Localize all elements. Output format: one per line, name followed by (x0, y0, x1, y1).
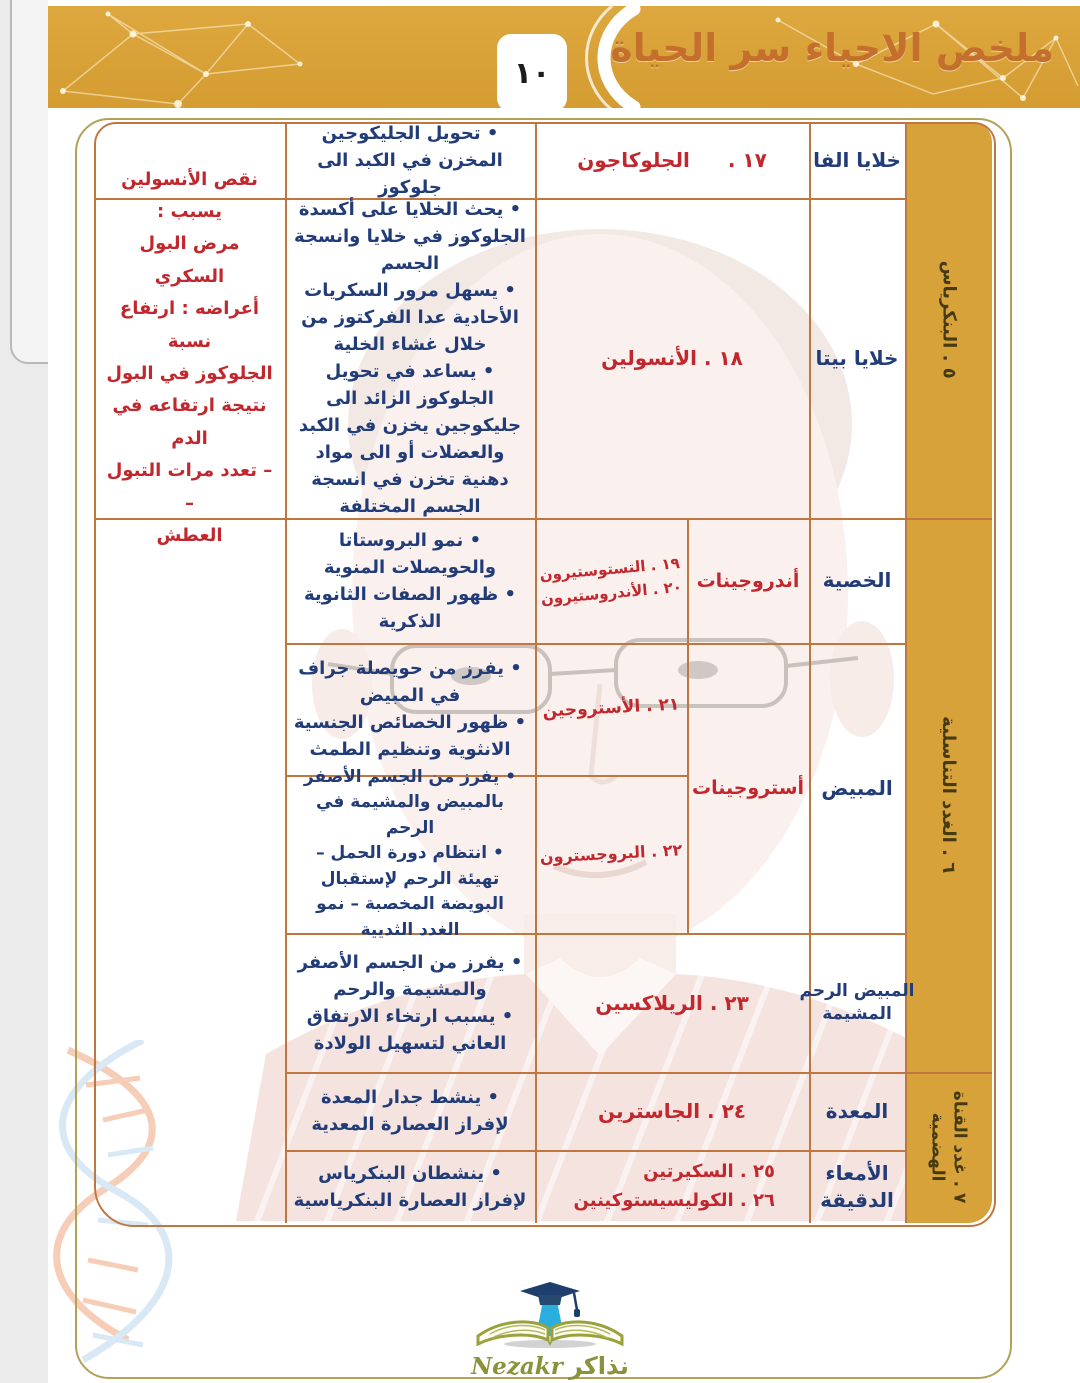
logo-text-latin: Nezakr (471, 1353, 563, 1380)
hormone-cell-progesterone: ٢٢ . البروجسترون (539, 840, 683, 867)
gland-cell-testis: الخصية (822, 568, 892, 592)
page-number-tab (497, 34, 567, 112)
hormone-cell-testosterone: ١٩ . التستوستيرون ٢٠ . الأندروستيرون (538, 553, 683, 608)
gland-cell-ovary: المبيض (821, 775, 893, 800)
function-cell-androgens: • نمو البروستاتا والحويصلات المنوية • ظهور الصفات الثانوية الذكرية (285, 518, 535, 643)
note-cell-insulin-deficiency: نقص الأنسولين يسبب : مرض البول السكري أعراضه : ارتفاع نسبة الجلوكوز في البول نتيجة ارتفاعه في الدم – تعدد مرات التبول – العطش (106, 168, 273, 546)
page-number: ١٠ (513, 55, 551, 91)
logo-text-arabic: نذاكر (568, 1352, 629, 1380)
group-cell-estrogens: أستروجينات (692, 777, 805, 799)
side-label-reproductive: ٦ . الغدد التناسلية (938, 716, 960, 874)
function-cell-gastrin: • ينشط جدار المعدة لإفراز العصارة المعدية (285, 1072, 535, 1150)
hormone-cell-insulin: ١٨ . الأنسولين (601, 346, 743, 370)
page-title: ملخص الاحياء سر الحياة (610, 26, 1054, 70)
function-cell-relaxin: • يفرز من الجسم الأصفر والمشيمة والرحم • يسبب ارتخاء الارتفاق العاني لتسهيل الولادة (285, 933, 535, 1072)
gland-cell-beta: خلايا بيتا (815, 345, 899, 370)
logo-caption (462, 1352, 638, 1380)
function-cell-secretin: • ينشطان البنكرياس لإفراز العصارة البنكرياسية (285, 1150, 535, 1223)
side-label-pancreas: ٥ . البنكرياس (938, 260, 960, 379)
gland-cell-stomach: المعدة (825, 1098, 889, 1123)
hormone-cell-relaxin: ٢٣ . الريلاكسين (595, 990, 749, 1015)
gland-cell-small-intestine: الأمعاء الدقيقة (820, 1160, 894, 1212)
hormone-cell-estrogen: ٢١ . الأستروجين (542, 694, 680, 722)
hormone-cell-gastrin: ٢٤ . الجاسترين (598, 1099, 747, 1123)
hormone-cell-glucagon: ١٧ . الجلوكاجون (577, 148, 767, 172)
function-cell-progesterone: • يفرز من الجسم الأصفر بالمبيض والمشيمة في الرحم • انتظام دورة الحمل – تهيئة الرحم لإستقبال البويضة المخصبة – نمو الغدد الثديية (285, 775, 535, 933)
function-cell-insulin: • يحث الخلايا على أكسدة الجلوكوز في خلايا وانسجة الجسم • يسهل مرور السكريات الأحادية عدا الفركتوز من خلال غشاء الخلية • يساعد في تحويل الجلوكوز الزائد الى جليكوجين يخزن في الكبد والعضلات أو الى مواد دهنية تخزن في انسجة الجسم المختلفة (285, 198, 535, 518)
left-edge-outline (10, 0, 48, 364)
nezakr-logo (462, 1280, 638, 1380)
group-cell-androgens: أندروجينات (696, 569, 800, 592)
gland-cell-ovary-uterus-placenta: المبيض الرحم المشيمة (799, 980, 915, 1024)
logo-book-cap-icon (470, 1280, 630, 1352)
gland-cell-alpha: خلايا الفا (813, 147, 901, 172)
left-edge-strip (0, 0, 48, 1383)
function-cell-glucagon: • تحويل الجليكوجين المخزن في الكبد الى جلوكوز (285, 122, 535, 198)
hormone-cell-secretin: ٢٥ . السكيرتين ٢٦ . الكوليسيستوكينين (573, 1160, 775, 1211)
side-label-digestive: ٧ . غدد القناة الهضمية (927, 1091, 970, 1204)
function-cell-estrogen: • يفرز من حويصلة جراف في المبيض • ظهور الخصائص الجنسية الانثوية وتنظيم الطمث (285, 643, 535, 775)
